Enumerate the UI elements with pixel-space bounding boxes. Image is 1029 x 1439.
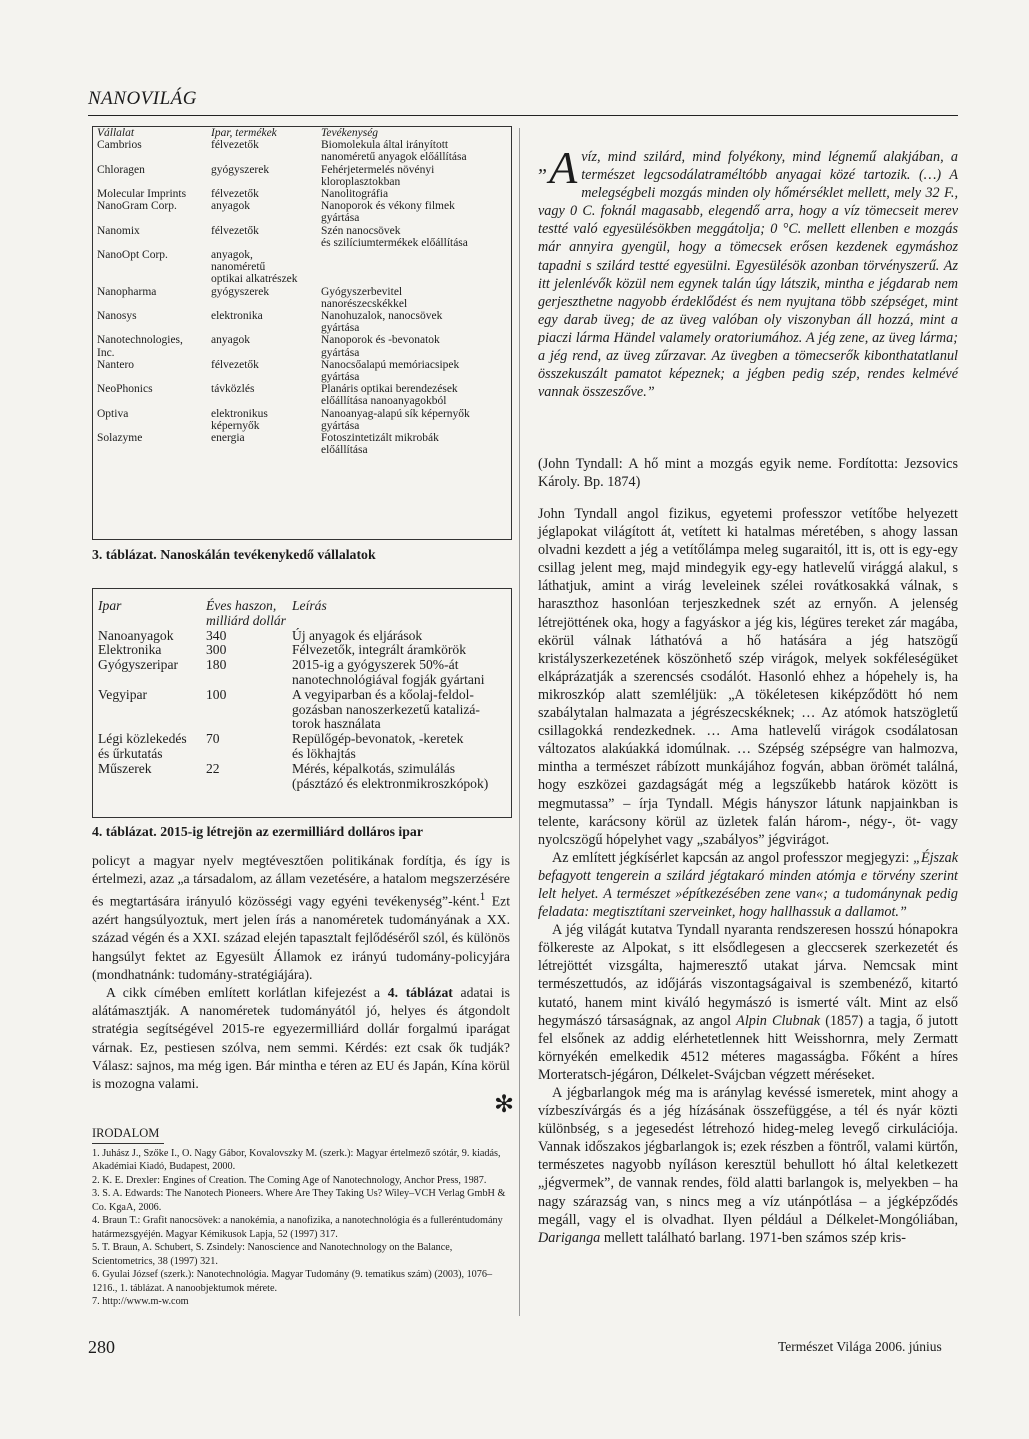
- table-cell: 2015-ig a gyógyszerek 50%-át: [292, 657, 459, 673]
- table-cell: Vegyipar: [98, 686, 148, 702]
- table-cell: félvezetők: [211, 224, 259, 237]
- table-cell: [321, 249, 507, 261]
- table-cell: nanotechnológiával fogják gyártani: [292, 671, 485, 687]
- table-cell: Nanolitográfia: [321, 188, 389, 201]
- table-cell: [211, 322, 321, 334]
- table-row: [93, 334, 511, 346]
- table-cell: Fehérjetermelés növényi: [321, 163, 435, 176]
- table-header-cell: [292, 614, 506, 629]
- table-row: [93, 261, 511, 273]
- table-cell: gyártása: [321, 322, 360, 335]
- text-span: mellett található barlang. 1971-ben számos szép kris-: [600, 1229, 907, 1246]
- table-cell: [211, 444, 321, 456]
- table-cell: Nanomix: [97, 224, 140, 237]
- table-reference: 4. táblázat: [387, 984, 453, 1000]
- reference-item: 7. http://www.m-w.com: [92, 1296, 189, 1307]
- table-cell: Repülőgép-bevonatok, -keretek: [292, 731, 464, 747]
- table-header-cell: Éves haszon,: [206, 598, 277, 613]
- table-row: [93, 371, 511, 383]
- table-cell: Fotoszintetizált mikrobák: [321, 432, 439, 445]
- table-cell: Optiva: [97, 407, 129, 420]
- table-cell: [97, 322, 211, 334]
- table-cell: [321, 261, 507, 273]
- table-row: [93, 237, 511, 249]
- table-row: [93, 688, 511, 703]
- journal-footer: Természet Világa 2006. június: [778, 1339, 942, 1354]
- table-cell: torok használata: [292, 716, 381, 732]
- section-header: NANOVILÁG: [88, 88, 197, 109]
- italic-place: Dariganga: [538, 1229, 601, 1246]
- table-row: [93, 643, 511, 658]
- table-row: [93, 747, 511, 762]
- table-cell: NanoOpt Corp.: [97, 249, 168, 262]
- reference-item: 5. T. Braun, A. Schubert, S. Zsindely: Nanoscience and Nanotechnology on the Balance, Scientometrics, 38 (1997) 321.: [92, 1242, 453, 1267]
- table-cell: gyógyszerek: [211, 163, 270, 176]
- table-cell: Nanopharma: [97, 285, 157, 298]
- text-span: A jégbarlangok még ma is aránylag kevéssé ismeretek, mint ahogy a vízbeszívárgás és a jég hízásának összefüggése, a tél és nyár közti különbség, s a jegesedést létrehozó hideg-meleg levegő cirkulációja. Vannak időszakos jégbarlangok is; ezek részben a föntről, valami kürtőn, természetes nagyobb nyíláson keresztül behullott hó által keletkezett „jégvermek”, de vannak rendes, föld alatti barlangok is, melyekben – ha nagy szárazság van, s nincs meg a víz utánpótlása – a jégképződés megáll, vagy el is olvadhat. Ilyen például a Délkelet-Mongóliában,: [538, 1085, 958, 1228]
- table-cell: félvezetők: [211, 188, 259, 201]
- table-cell: [97, 420, 211, 432]
- table-cell: Félvezetők, integrált áramkörök: [292, 642, 467, 658]
- table-header-cell: [98, 614, 206, 629]
- table-cell: távközlés: [211, 383, 255, 396]
- table-cell: (pásztázó és elektronmikroszkópok): [292, 775, 489, 791]
- table-cell: félvezetők: [211, 358, 259, 371]
- end-of-article-mark: ✻: [494, 1092, 515, 1118]
- table-cell: előállítása: [321, 444, 368, 457]
- table-row: [93, 176, 511, 188]
- table-cell: [97, 261, 211, 273]
- table-cell: képernyők: [211, 419, 260, 432]
- table-header-cell: Ipar: [98, 598, 122, 613]
- table-cell: gyártása: [321, 419, 360, 432]
- table-row: [93, 164, 511, 176]
- table-cell: 70: [206, 731, 220, 747]
- table-row: [93, 673, 511, 688]
- table-cell: [211, 395, 321, 407]
- table-cell: Nanoanyag-alapú sík képernyők: [321, 407, 470, 420]
- table-cell: Planáris optikai berendezések: [321, 383, 458, 396]
- table-cell: félvezetők: [211, 139, 259, 152]
- table-cell: Molecular Imprints: [97, 188, 187, 201]
- table-4-caption: 4. táblázat. 2015-ig létrejön az ezermilliárd dolláros ipar: [92, 824, 423, 839]
- table-row: [93, 444, 511, 456]
- table-cell: kloroplasztokban: [321, 175, 401, 188]
- table-cell: gyártása: [321, 212, 360, 225]
- table-row: [93, 151, 511, 163]
- table-cell: gozásban nanoszerkezetű katalizá-: [292, 701, 480, 717]
- table-cell: optikai alkatrészek: [211, 273, 298, 286]
- reference-item: 4. Braun T.: Grafit nanocsövek: a nanokémia, a nanofizika, a nanotechnológia és a fulleréntudomány határmezsgyéjén. Magyar Kémikusok Lapja, 52 (1997) 317.: [92, 1215, 503, 1240]
- table-cell: [211, 176, 321, 188]
- table-cell: Nanohuzalok, nanocsövek: [321, 310, 443, 323]
- table-cell: előállítása nanoanyagokból: [321, 395, 447, 408]
- table-cell: [211, 347, 321, 359]
- table-cell: [206, 703, 292, 718]
- table-header-cell: milliárd dollár: [206, 612, 286, 628]
- table-cell: [206, 717, 292, 732]
- table-row: [93, 383, 511, 395]
- table-row: [93, 420, 511, 432]
- page-number: 280: [88, 1337, 115, 1357]
- table-cell: [321, 273, 507, 285]
- quote-attribution: (John Tyndall: A hő mint a mozgás egyik neme. Fordította: Jezsovics Károly. Bp. 1874): [538, 456, 958, 491]
- paragraph: John Tyndall angol fizikus, egyetemi professzor vetítőbe helyezett jéglapokat világított át, vetített ki hatalmas méretében, s ahogy lassan olvadni kezdett a jég a vetítőlámpa meleg sugaraitól, itt is, ott is egy-egy csillag jelent meg, majd mindegyik egy-egy hatlevelű virággá alakul, s láthatjuk, amint a virág leveleinek szélei rovátkosakká válnak, s haraszthoz hasonlóan terjeszkednek szét az ernyőn. A jelenség létrejöttének oka, hogy a fagyáskor a jég kis, légüres tereket zár magába, ekörül válnak láthatóvá a hő hatására a jég hatszögű kristályszerkezetének köszönhető szép virágok, melyek sokféleségüket elkáprázatják a szerencsés csodálót. Hasonló ehhez a hópehely is, ha mikroszkóp alatt szemléljük: „A tökéletesen kiképződött hó nem szabálytalan halmazata a jégrészecskéknek; … Az atómok hatszögletű csillagokká rendezkednek. … Ama hatlevelű virágok csodálatosan változatos alakúakká idomúlnak. … Szépség szépségre van halmozva, mintha a természet rábízott munkájához fogván, abban örömét találná, hogy eszközei gazdagságát még a legszűkebb határok között is megmutassa” – írja Tyndall. Mégis hányszor látunk napjainkban is telente, karácsony körül az üzletek falán három-, négy-, öt- vagy nyolcszögű hópelyhet vagy „szabályos” jégvirágot.: [538, 506, 958, 848]
- table-cell: 180: [206, 657, 227, 673]
- table-cell: Nantero: [97, 358, 135, 371]
- reference-item: 1. Juhász J., Szőke I., O. Nagy Gábor, Kovalovszky M. (szerk.): Magyar értelmező szótár, 9. kiadás, Akadémiai Kiadó, Budapest, 2000.: [92, 1147, 501, 1172]
- column-divider: [519, 128, 520, 1316]
- table-row: [93, 212, 511, 224]
- reference-item: 2. K. E. Drexler: Engines of Creation. The Coming Age of Nanotechnology, Anchor Press, 1987.: [92, 1174, 487, 1186]
- table-cell: energia: [211, 432, 245, 445]
- table-row: [93, 777, 511, 792]
- table-cell: [98, 703, 206, 718]
- table-cell: [97, 212, 211, 224]
- table-row: [93, 298, 511, 310]
- table-cell: [206, 673, 292, 688]
- paragraph: [538, 1084, 958, 1247]
- table-row: [93, 359, 511, 371]
- table-cell: 22: [206, 760, 220, 776]
- table-cell: anyagok,: [211, 249, 253, 262]
- table-cell: [98, 717, 206, 732]
- table-cell: Nanoporok és -bevonatok: [321, 334, 440, 347]
- table-cell: Mérés, képalkotás, szimulálás: [292, 760, 456, 776]
- table-cell: A vegyiparban és a kőolaj-feldol-: [292, 686, 474, 702]
- quote-text: víz, mind szilárd, mind folyékony, mind légnemű alakjában, a természet legcsodálatraméltóbb anyagai közé tartozik. (…) A melegségbeli mozgás minden oly hőmérséklet mellett, mely 32 F., vagy 0 C. foknál magasabb, elegendő arra, hogy a víz tömecseit merev testté való egyesülésökben meggátolja; 0 °C. mellett ellenben e mozgás már annyira gyengül, hogy a tömecsek erősen kezdenek egymáshoz tapadni s szilárd testté egyesülni. Egyesülésök azonban törvényszerű. Az itt jelenlévők közül nem egynek talán úgy látszik, mintha e jégdarab nem gerjeszthetne nagyobb érdeklődést és nem nyujtana több szépséget, mint egy darab üveg; de az üveg valóban oly viszonyban áll hozzá, mint a piaczi lárma Händel valamely oratoriumához. A jég zene, az üveg lárma; a jég rend, az üveg zűrzavar. Az üvegben a tömecserők kibonthatatlanul összekuszált pamatot képeznek; a jégben pedig szép, rendes kelmévé vannak összeszőve.”: [538, 149, 958, 401]
- table-cell: anyagok: [211, 334, 250, 347]
- table-cell: [97, 371, 211, 383]
- table-row: [93, 629, 511, 644]
- table-cell: Cambrios: [97, 139, 142, 152]
- footnote-mark: 1: [479, 891, 486, 904]
- italic-quote: „Éjszak befagyott tengerein a szilárd jégtakaró minden atómja e törvény szerint lelt helyet. A természet »építkezésében zene van«; a tudománynak pedig feladata: megtisztítani szerveinket, hogy hallhassuk a dallamot.”: [538, 849, 958, 921]
- table-row: [93, 225, 511, 237]
- table-row: [93, 732, 511, 747]
- table-row: [93, 188, 511, 200]
- table-cell: 100: [206, 686, 227, 702]
- table-cell: [98, 673, 206, 688]
- table-header-cell: Ipar, termékek: [211, 127, 277, 139]
- table-row: [93, 717, 511, 732]
- table-header-row: [93, 599, 511, 614]
- table-cell: NeoPhonics: [97, 383, 153, 396]
- table-cell: Gyógyszerbevitel: [321, 285, 403, 298]
- table-cell: [97, 151, 211, 163]
- table-cell: nanorészecskékkel: [321, 297, 408, 310]
- text-span: policyt a magyar nyelv megtévesztően politikának fordítja, és így is értelmezi, azaz „a társadalom, az állam vezetésére, a hatalom megszerzésére és megtartására irányuló közösségi vagy egyéni tevékenység”-ként.: [92, 853, 510, 909]
- table-cell: [206, 777, 292, 792]
- table-cell: Solazyme: [97, 432, 143, 445]
- table-row: [93, 432, 511, 444]
- italic-name: Alpin Clubnak: [736, 1012, 821, 1029]
- table-header-cell: Leírás: [292, 598, 327, 613]
- table-cell: [97, 273, 211, 285]
- text-span: A cikk címében említett korlátlan kifejezést a: [106, 984, 388, 1000]
- table-cell: Gyógyszeripar: [98, 657, 179, 673]
- paragraph: [538, 849, 958, 921]
- table-cell: és lökhajtás: [292, 745, 356, 761]
- table-cell: Nanocsőalapú memóriacsipek: [321, 358, 460, 371]
- table-row: [93, 762, 511, 777]
- table-cell: gyártása: [321, 371, 360, 384]
- table-cell: [211, 151, 321, 163]
- references-title: IRODALOM: [92, 1126, 160, 1140]
- table-4-industry: [92, 588, 512, 818]
- table-row: [93, 273, 511, 285]
- references: [92, 1127, 510, 1309]
- table-cell: Elektronika: [98, 642, 162, 658]
- paragraph: [92, 984, 510, 1093]
- table-cell: Nanosys: [97, 310, 137, 323]
- text-span: (1857) a tagja, ő jutott fel elsőnek az addig elérhetetlennek hitt Weisshornra, mely Zermatt környékén emelkedik 4512 méteres magasságba. Főként a híres Morteratsch-jégáron, Délkelet-Svájcban végzett méréseket.: [538, 1012, 958, 1083]
- table-header-row: [93, 614, 511, 629]
- table-row: [93, 286, 511, 298]
- table-3-companies: [92, 126, 512, 540]
- table-cell: Biomolekula által irányított: [321, 139, 449, 152]
- table-cell: [97, 444, 211, 456]
- table-cell: nanoméretű anyagok előállítása: [321, 151, 467, 164]
- table-cell: és űrkutatás: [98, 745, 163, 761]
- table-cell: [97, 395, 211, 407]
- table-row: [93, 322, 511, 334]
- table-row: [93, 139, 511, 151]
- table-cell: Nanoanyagok: [98, 627, 174, 643]
- table-cell: Légi közlekedés: [98, 731, 187, 747]
- table-cell: elektronikus: [211, 407, 268, 420]
- text-span: A jég világát kutatva Tyndall nyaranta rendszeresen hosszú hónapokra fölkereste az Alpokat, s itt elsődlegesen a gleccserek szerkezetét és létrejöttét vizsgálta, hajmeresztő utakat járva. Nemcsak mint természettudós, az időjárás viszontagságaival is szembenéző, kitartó kutató, hanem mint kiváló hegymászó is ismerté vált. Mint az első hegymászó társaságnak, az angol: [538, 922, 958, 1029]
- table-cell: Új anyagok és eljárások: [292, 627, 423, 643]
- table-cell: Nanoporok és vékony filmek: [321, 200, 455, 213]
- table-cell: és szilíciumtermékek előállítása: [321, 236, 468, 249]
- table-cell: [211, 212, 321, 224]
- reference-item: 3. S. A. Edwards: The Nanotech Pioneers. Where Are They Taking Us? Wiley–VCH Verlag GmbH & Co. KgaA, 2006.: [92, 1188, 506, 1213]
- table-cell: [97, 298, 211, 310]
- table-row: [93, 703, 511, 718]
- drop-cap: A: [549, 142, 578, 193]
- left-body-text: [92, 852, 510, 1093]
- table-row: [93, 310, 511, 322]
- table-cell: [211, 298, 321, 310]
- references-rule: [92, 1143, 164, 1144]
- header-rule: [88, 115, 958, 116]
- table-cell: [97, 176, 211, 188]
- table-row: [93, 658, 511, 673]
- quote-mark: „: [538, 154, 550, 176]
- table-cell: elektronika: [211, 310, 263, 323]
- table-row: [93, 408, 511, 420]
- opening-quote: [538, 142, 958, 401]
- table-cell: [211, 237, 321, 249]
- table-row: [93, 347, 511, 359]
- table-cell: [98, 777, 206, 792]
- table-cell: Inc.: [97, 346, 115, 359]
- text-span: Az említett jégkísérlet kapcsán az angol professzor megjegyzi:: [552, 849, 914, 866]
- table-cell: gyógyszerek: [211, 285, 270, 298]
- table-cell: Nanotechnologies,: [97, 334, 183, 347]
- table-cell: 300: [206, 642, 227, 658]
- table-cell: NanoGram Corp.: [97, 200, 177, 213]
- reference-item: 6. Gyulai József (szerk.): Nanotechnológia. Magyar Tudomány (9. tematikus szám) (2003), 1076–1216., 1. táblázat. A nanoobjektumok mérete.: [92, 1269, 493, 1294]
- table-header-cell: Tevékenység: [321, 127, 379, 139]
- table-row: [93, 249, 511, 261]
- right-body-text: [538, 505, 958, 1247]
- table-cell: Műszerek: [98, 760, 152, 776]
- table-cell: 340: [206, 627, 227, 643]
- table-row: [93, 395, 511, 407]
- table-cell: Chloragen: [97, 163, 145, 176]
- table-cell: [97, 237, 211, 249]
- table-row: [93, 200, 511, 212]
- paragraph: [92, 852, 510, 984]
- table-header-cell: Vállalat: [97, 127, 135, 139]
- table-3-caption: 3. táblázat. Nanoskálán tevékenykedő vállalatok: [92, 547, 376, 562]
- table-cell: [206, 747, 292, 762]
- table-header-row: [93, 127, 511, 139]
- table-cell: [211, 371, 321, 383]
- table-cell: nanoméretű: [211, 261, 266, 274]
- table-cell: gyártása: [321, 346, 360, 359]
- text-span: Ezt azért hangsúlyoztuk, mert jelen írás a nanoméretek tudományának a XX. század végén és a XXI. század elején tapasztalt fejlődéséről szól, és különös hangsúlyt fektet az Egyesült Államok ez irányú tudomány-policyjára (mondhatnánk: tudomány-stratégiájára).: [92, 893, 510, 982]
- text-span: adatai is alátámasztják. A nanoméretek tudományától jó, helyes és átgondolt stratégia segítségével 2015-re egyezermilliárd dollár forgalmú iparágat várnak. Ez, pestiesen szólva, nem semmi. Kérdés: ezt csak ők tudják? Válasz: sajnos, ma még igen. Bár mintha e téren az EU és Japán, Kína körül is mozogna valami.: [92, 984, 511, 1091]
- table-cell: Szén nanocsövek: [321, 224, 401, 237]
- table-cell: anyagok: [211, 200, 250, 213]
- paragraph: [538, 921, 958, 1084]
